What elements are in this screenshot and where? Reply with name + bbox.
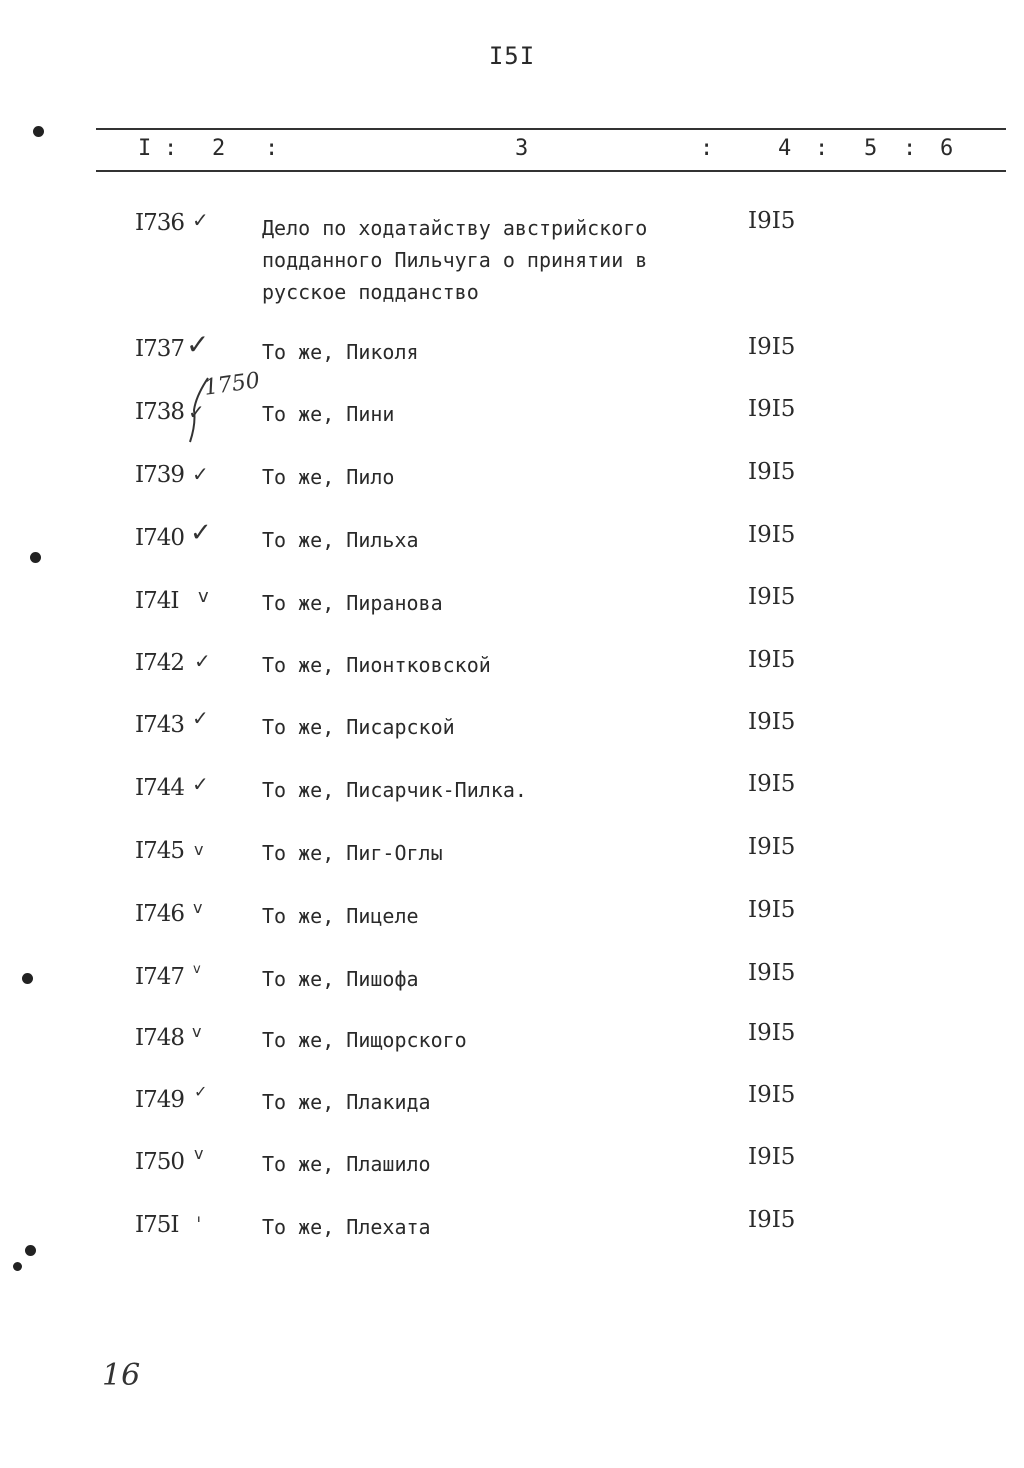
check-mark-icon: ✓ [186,328,210,361]
row-description: То же, Пишофа [262,967,419,991]
row-year: I9I5 [748,834,796,860]
check-mark-icon: ✓ [188,400,205,424]
check-mark-icon: v [193,962,201,977]
row-description: То же, Пиранова [262,591,443,615]
check-mark-icon: ✓ [192,208,209,232]
row-description: То же, Пищорского [262,1028,467,1052]
row-year: I9I5 [748,647,796,673]
row-number: I738 [135,399,184,425]
punch-hole-icon [25,1245,36,1256]
row-description: То же, Пиколя [262,340,419,364]
row-number: I740 [135,525,184,551]
punch-hole-icon [33,126,44,137]
check-mark-icon: v [194,840,204,859]
row-number: I742 [135,650,184,676]
column-separator: : [903,136,917,161]
row-number: I737 [135,336,184,362]
row-year: I9I5 [748,1082,796,1108]
row-year: I9I5 [748,771,796,797]
row-number: I739 [135,462,184,488]
check-mark-icon: v [198,586,209,607]
row-year: I9I5 [748,208,796,234]
handwritten-note: 1750 [202,368,262,401]
row-description: То же, Пионтковской [262,653,491,677]
column-header-3: 3 [515,136,529,161]
row-description: То же, Пини [262,402,395,426]
row-number: I746 [135,901,184,927]
row-year: I9I5 [748,709,796,735]
page-number: I5I [488,42,536,70]
row-year: I9I5 [748,1144,796,1170]
row-number: I747 [135,964,184,990]
row-year: I9I5 [748,1207,796,1233]
row-number: I743 [135,712,184,738]
column-header-6: 6 [940,136,954,161]
row-number: I75I [135,1212,179,1238]
column-header-5: 5 [864,136,878,161]
row-year: I9I5 [748,334,796,360]
column-header-2: 2 [212,136,226,161]
column-header-1: I [138,136,152,161]
column-header-4: 4 [778,136,792,161]
check-mark-icon: ✓ [194,649,211,673]
column-separator: : [265,136,279,161]
punch-hole-icon [13,1262,22,1271]
check-mark-icon: v [192,1022,202,1041]
row-description: То же, Плашило [262,1152,431,1176]
row-number: I736 [135,210,184,236]
check-mark-icon: ✓ [190,518,212,548]
row-year: I9I5 [748,960,796,986]
check-mark-icon: v [193,898,203,917]
row-year: I9I5 [748,897,796,923]
check-mark-icon: ✓ [192,462,209,486]
row-number: I745 [135,838,184,864]
column-separator: : [164,136,178,161]
row-description: То же, Писарской [262,715,455,739]
punch-hole-icon [22,973,33,984]
row-year: I9I5 [748,522,796,548]
row-year: I9I5 [748,584,796,610]
row-year: I9I5 [748,459,796,485]
punch-hole-icon [30,552,41,563]
row-description: То же, Пило [262,465,395,489]
row-description: То же, Плехата [262,1215,431,1239]
row-year: I9I5 [748,1020,796,1046]
check-mark-icon: ✓ [194,1082,208,1101]
row-description: То же, Писарчик-Пилка. [262,778,527,802]
row-description: Дело по ходатайству австрийского подданного Пильчуга о принятии в русское подданство [262,216,648,304]
check-mark-icon: ✓ [192,772,209,796]
handwritten-bracket-icon [186,376,216,446]
row-year: I9I5 [748,396,796,422]
row-number: I74I [135,588,179,614]
check-mark-icon: v [194,1144,204,1163]
row-description: То же, Пильха [262,528,419,552]
row-number: I750 [135,1149,184,1175]
row-description: То же, Пицеле [262,904,419,928]
sheet-number: 16 [102,1358,141,1393]
column-separator: : [815,136,829,161]
header-rule-top [96,128,1006,130]
row-description: То же, Плакида [262,1090,431,1114]
row-description: То же, Пиг-Оглы [262,841,443,865]
check-mark-icon: ✓ [192,706,209,730]
header-rule-bottom [96,170,1006,172]
row-number: I744 [135,775,184,801]
row-number: I748 [135,1025,184,1051]
check-mark-icon: ˌ [196,1200,202,1224]
column-separator: : [700,136,714,161]
row-number: I749 [135,1087,184,1113]
